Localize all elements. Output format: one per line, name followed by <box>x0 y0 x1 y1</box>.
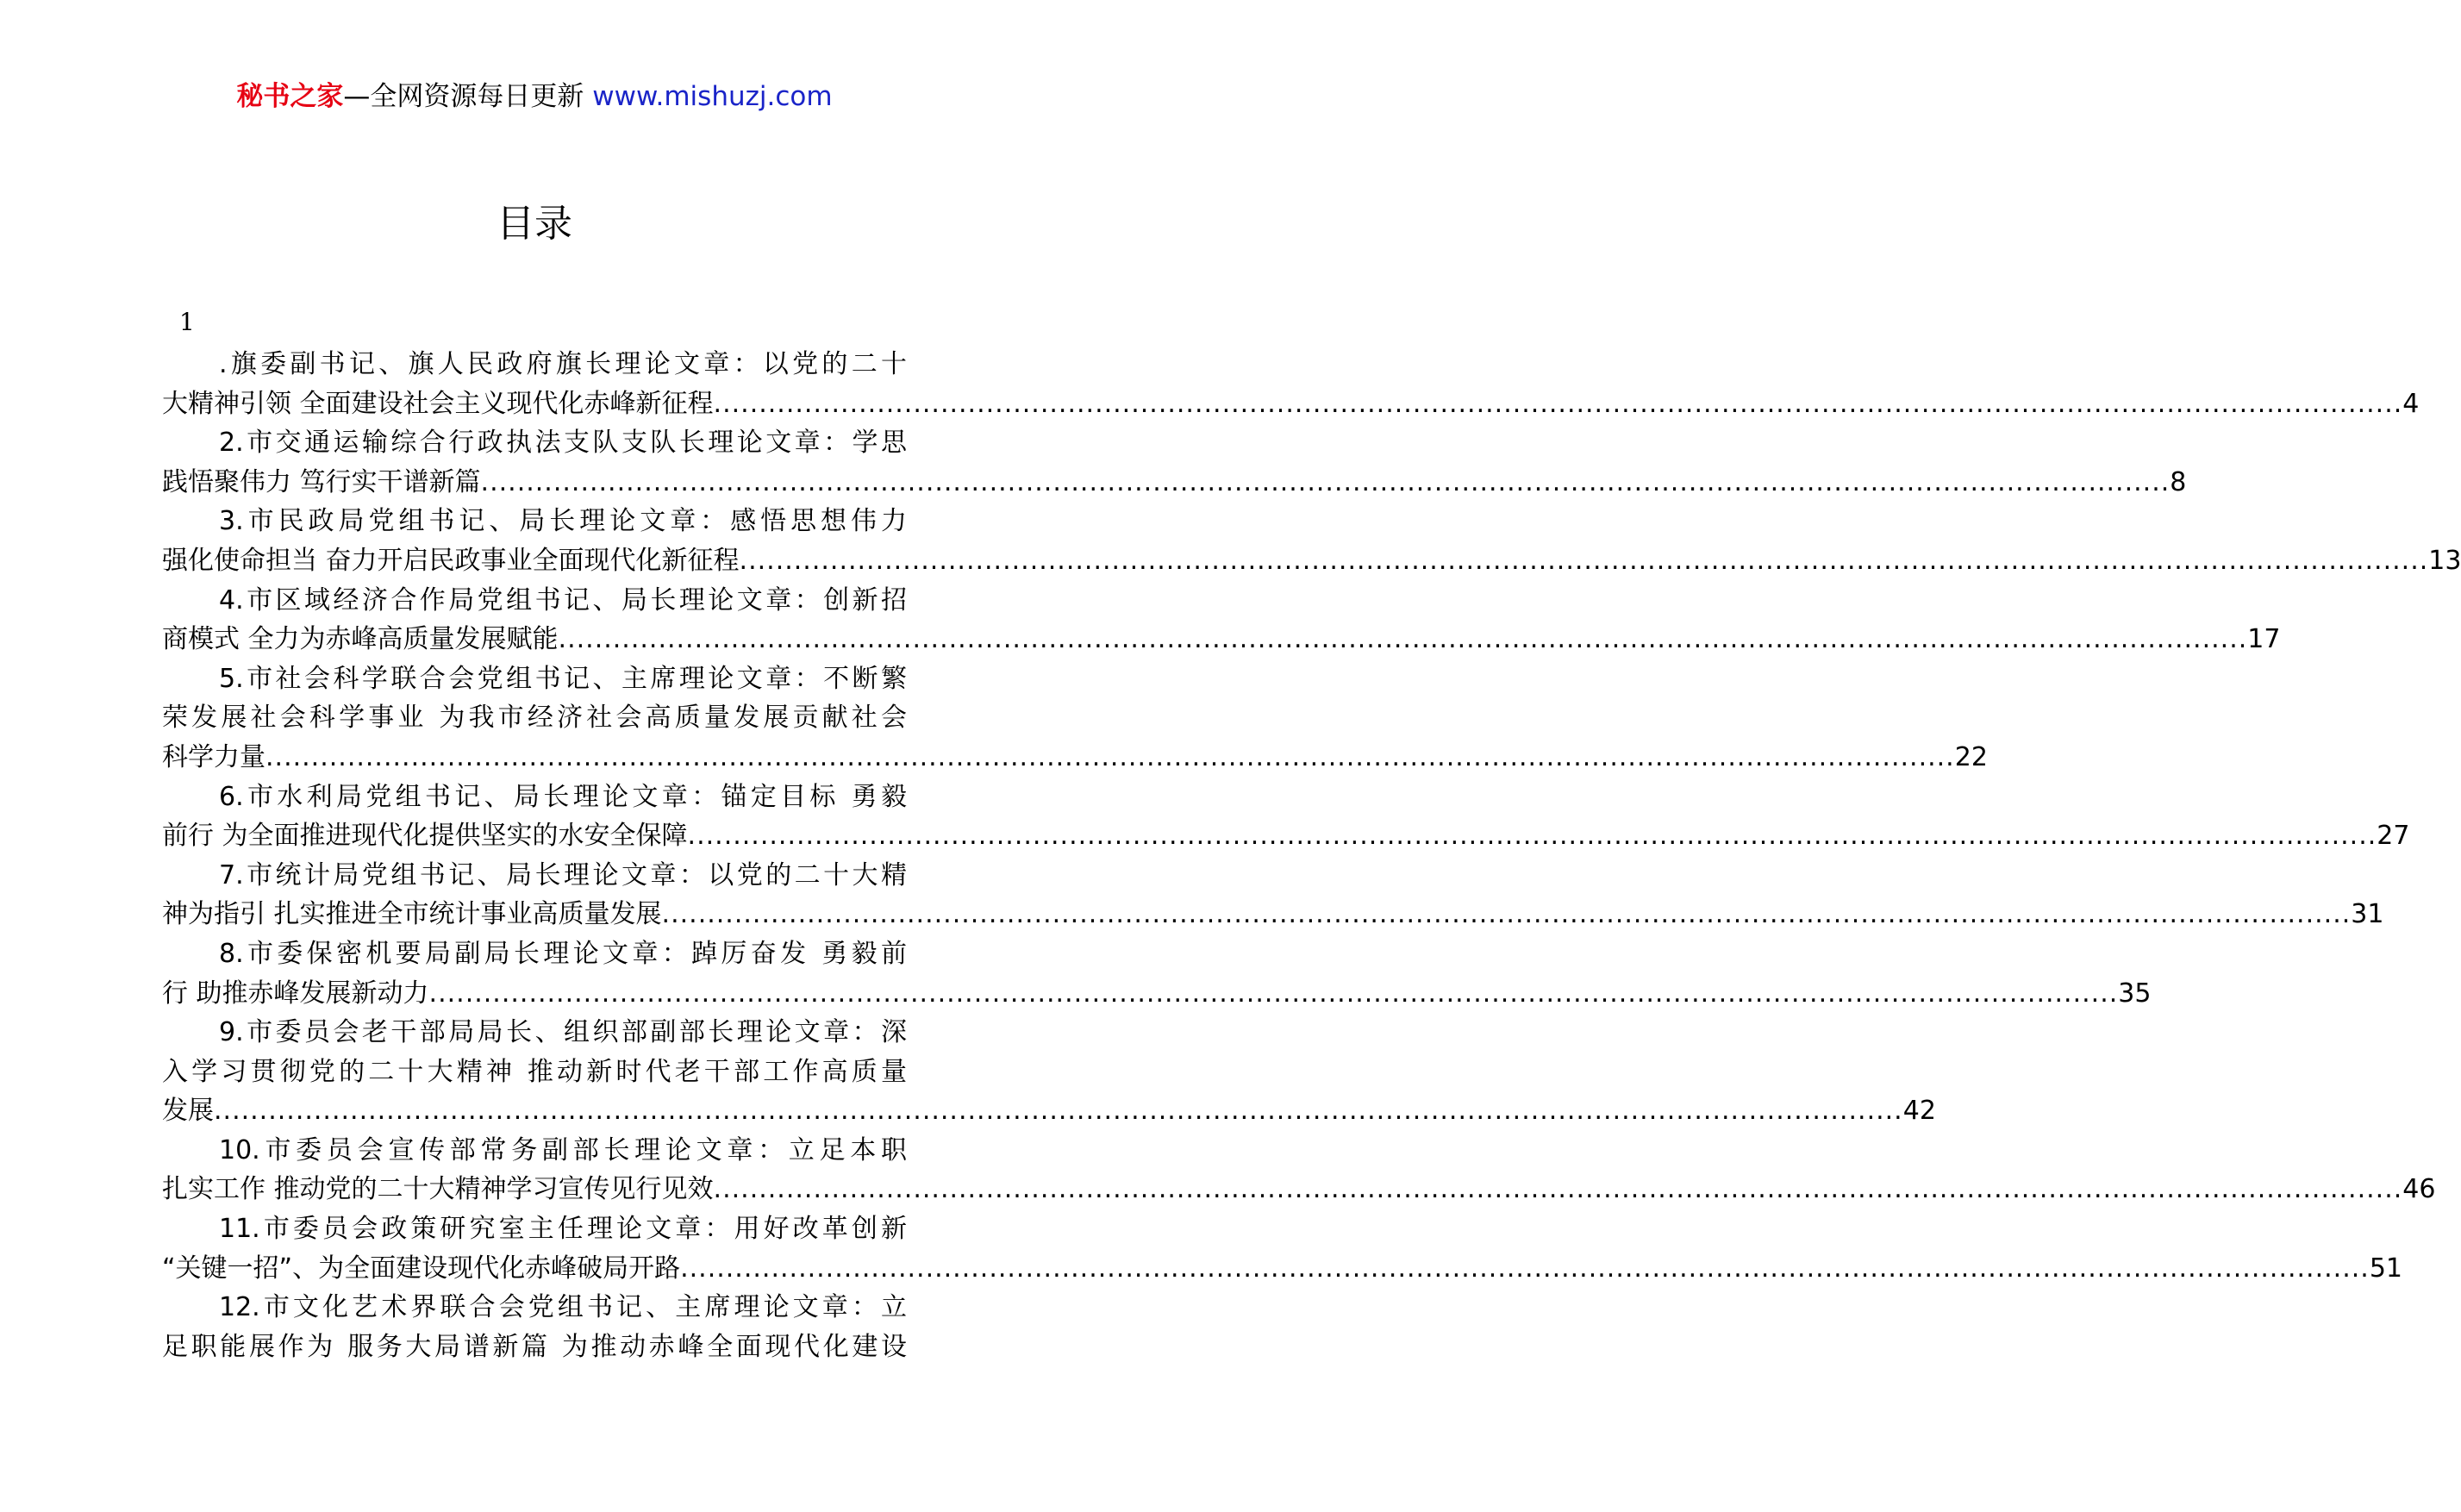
toc-entry-title-cont: 大精神引领 全面建设社会主义现代化赤峰新征程 <box>162 388 714 419</box>
toc-entry-last-line <box>162 974 2152 1014</box>
toc-entry-title-cont: 荣发展社会科学事业 为我市经济社会高质量发展贡献社会 <box>162 703 907 734</box>
toc-entry-last-line <box>162 1170 2436 1209</box>
toc-entry-title-cont: 扎实工作 推动党的二十大精神学习宣传见行见效 <box>162 1174 714 1205</box>
toc-entry-title: 6.市水利局党组书记、局长理论文章：锚定目标 勇毅 <box>219 781 907 812</box>
toc-entry-title: 4.市区域经济合作局党组书记、局长理论文章：创新招 <box>219 584 907 615</box>
toc-entry-last-line <box>162 816 2410 856</box>
dot-leader: .......................................................................................................................................................................................... <box>713 388 2403 419</box>
toc-entry-title-cont: 强化使命担当 奋力开启民政事业全面现代化新征程 <box>162 545 740 576</box>
toc-entry-title: 2.市交通运输综合行政执法支队支队长理论文章：学思 <box>219 428 907 459</box>
dot-leader: .......................................................................................................................................................................................... <box>713 1174 2403 1205</box>
toc-entry-last-line <box>162 1249 2403 1289</box>
toc-entry-title-cont: 发展 <box>162 1096 214 1127</box>
toc-entry-title: 5.市社会科学联合会党组书记、主席理论文章：不断繁 <box>219 663 907 694</box>
toc-entry-title: 9.市委员会老干部局局长、组织部副部长理论文章：深 <box>219 1017 907 1048</box>
toc-entry-last-line <box>162 1091 1936 1131</box>
dot-leader: .......................................................................................................................................................................................... <box>480 466 2171 497</box>
toc-entry-last-line <box>162 541 2461 581</box>
toc-entry-title: 11.市委员会政策研究室主任理论文章：用好改革创新 <box>219 1214 907 1245</box>
page-number: 4 <box>2402 388 2420 419</box>
toc-entry-title: 3.市民政局党组书记、局长理论文章：感悟思想伟力 <box>219 506 907 537</box>
page-title: 目录 <box>497 202 572 246</box>
toc-entry-title-cont: 商模式 全力为赤峰高质量发展赋能 <box>162 624 559 655</box>
dot-leader: .......................................................................................................................................................................................... <box>265 741 1955 772</box>
dot-leader: .......................................................................................................................................................................................... <box>558 624 2248 655</box>
toc-entry[interactable] <box>162 934 2152 1013</box>
toc-entry-title-cont: 入学习贯彻党的二十大精神 推动新时代老干部工作高质量 <box>162 1056 907 1087</box>
page-number: 22 <box>1954 741 1988 772</box>
toc-entry-title: 7.市统计局党组书记、局长理论文章：以党的二十大精 <box>219 859 907 890</box>
site-header <box>0 79 1069 114</box>
toc-entry-last-line <box>162 738 1988 778</box>
toc-entry-title: 8.市委保密机要局副局长理论文章：踔厉奋发 勇毅前 <box>219 938 907 969</box>
page-number: 17 <box>2247 624 2281 655</box>
page-number: 51 <box>2369 1253 2403 1284</box>
toc-entry[interactable] <box>162 1131 2436 1209</box>
toc-entry-last-line <box>162 895 2384 934</box>
dot-leader: .......................................................................................................................................................................................... <box>661 899 2352 930</box>
toc-entry-title-cont: 前行 为全面推进现代化提供坚实的水安全保障 <box>162 821 688 852</box>
table-of-contents <box>162 345 2461 1366</box>
dot-leader: .......................................................................................................................................................................................... <box>739 545 2429 576</box>
page-number: 27 <box>2377 821 2410 852</box>
page-number: 13 <box>2428 545 2461 576</box>
toc-entry-title-cont: 足职能展作为 服务大局谱新篇 为推动赤峰全面现代化建设 <box>162 1331 907 1362</box>
page-number: 46 <box>2402 1174 2436 1205</box>
toc-entry-last-line <box>162 620 2281 659</box>
toc-entry[interactable] <box>162 423 2187 502</box>
toc-entry-last-line <box>162 463 2187 503</box>
page-number: 35 <box>2118 978 2152 1009</box>
toc-entry[interactable] <box>162 1013 1936 1131</box>
entry-number-1: 1 <box>179 308 195 336</box>
toc-entry[interactable] <box>162 581 2281 659</box>
toc-entry-title: .旗委副书记、旗人民政府旗长理论文章：以党的二十 <box>219 349 907 379</box>
toc-entry[interactable] <box>162 778 2410 856</box>
toc-entry[interactable] <box>162 1288 907 1366</box>
toc-entry[interactable] <box>162 1209 2403 1288</box>
dot-leader: .......................................................................................................................................................................................... <box>680 1253 2370 1284</box>
site-url-link[interactable]: www.mishuzj.com <box>592 81 833 112</box>
toc-entry-title-cont: 践悟聚伟力 笃行实干谱新篇 <box>162 466 481 497</box>
toc-entry[interactable] <box>162 502 2461 580</box>
toc-entry[interactable] <box>162 856 2384 934</box>
site-slogan: —全网资源每日更新 <box>343 81 593 112</box>
toc-entry-title: 10.市委员会宣传部常务副部长理论文章：立足本职 <box>219 1134 907 1165</box>
site-brand: 秘书之家 <box>236 81 344 112</box>
toc-entry-title-cont: 行 助推赤峰发展新动力 <box>162 978 429 1009</box>
page-number: 42 <box>1902 1096 1936 1127</box>
dot-leader: .......................................................................................................................................................................................... <box>687 821 2377 852</box>
toc-entry[interactable] <box>162 659 1988 778</box>
toc-entry-title-cont: 神为指引 扎实推进全市统计事业高质量发展 <box>162 899 662 930</box>
page-number: 8 <box>2170 466 2187 497</box>
dot-leader: .......................................................................................................................................................................................... <box>428 978 2119 1009</box>
toc-entry-last-line <box>162 384 2420 424</box>
toc-entry[interactable] <box>162 345 2420 423</box>
page-number: 31 <box>2351 899 2384 930</box>
toc-entry-title: 12.市文化艺术界联合会党组书记、主席理论文章：立 <box>219 1292 907 1323</box>
toc-entry-title-cont: “关键一招”、为全面建设现代化赤峰破局开路 <box>162 1253 681 1284</box>
dot-leader: .......................................................................................................................................................................................... <box>214 1096 1903 1127</box>
toc-entry-title-cont: 科学力量 <box>162 741 265 772</box>
